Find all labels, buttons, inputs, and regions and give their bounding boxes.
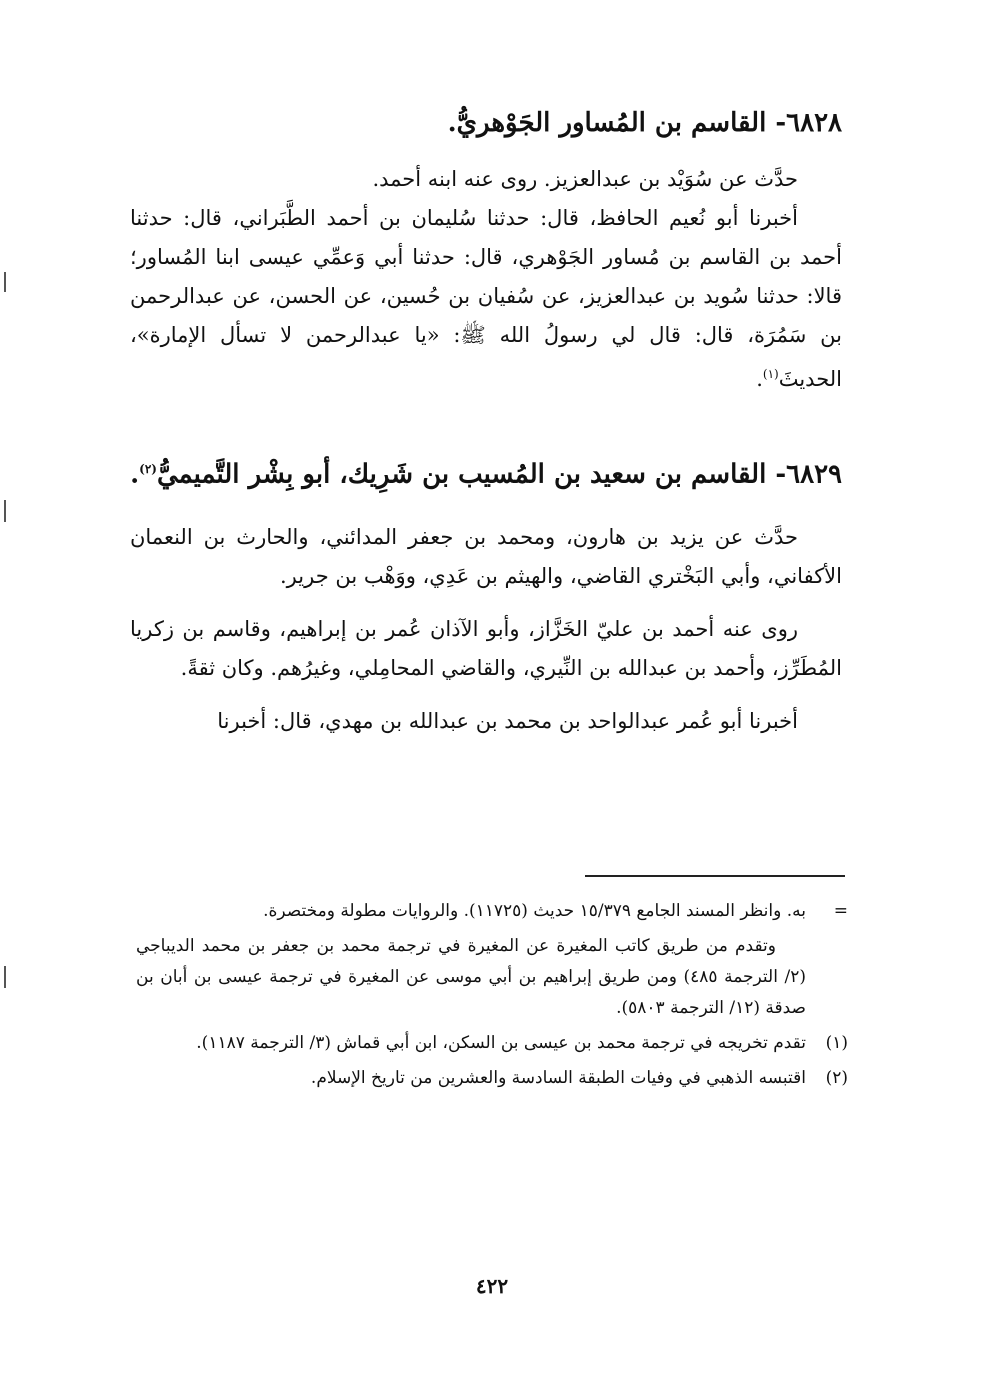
entry-6829-heading: [130, 446, 842, 498]
entry-6828-isnad-end: .: [756, 367, 763, 391]
scan-edge-mark: [4, 500, 6, 522]
entry-6829-heading-text: ٦٨٢٩- القاسم بن سعيد بن المُسيب بن شَرِيك، أبو بِشْر التَّميميُّ: [156, 459, 842, 490]
entry-6829: [130, 446, 842, 741]
entry-6828-isnad-text: أخبرنا أبو نُعيم الحافظ، قال: حدثنا سُليمان بن أحمد الطَّبَراني، قال: حدثنا أحمد بن القاسم بن مُساور الجَوْهري، قال: حدثنا أبي وَعمِّي عيسى ابنا المُساور؛ قالا: حدثنا سُويد بن عبدالعزيز، عن سُفيان بن حُسين، عن الحسن، عن عبدالرحمن بن سَمُرَة، قال: قال لي رسولُ الله ﷺ: «يا عبدالرحمن لا تسأل الإمارة»، الحديثَ: [130, 206, 842, 391]
entry-6828-isnad: [130, 199, 842, 399]
entry-6829-teachers: حدَّث عن يزيد بن هارون، ومحمد بن جعفر المدائني، والحارث بن النعمان الأكفاني، وأبي البَخْتري القاضي، والهيثم بن عَدِي، ووَهْب بن جرير.: [130, 524, 842, 588]
footnote-1-number: (١): [825, 1033, 848, 1053]
footnote-1-text: تقدم تخريجه في ترجمة محمد بن عيسى بن السكن، ابن أبي قماش (٣/ الترجمة ١١٨٧).: [196, 1033, 806, 1053]
scan-edge-mark: [4, 966, 6, 988]
entry-6828-intro: حدَّث عن سُوَيْد بن عبدالعزيز. روى عنه ابنه أحمد.: [372, 167, 798, 191]
footnote-continuation-text: به. وانظر المسند الجامع ١٥/٣٧٩ حديث (١١٧٢٥). والروايات مطولة ومختصرة.: [263, 901, 806, 921]
footnote-1: [136, 1028, 848, 1059]
footnote-continuation-2: [136, 931, 848, 1024]
page-number: ٤٢٢: [475, 1274, 509, 1298]
entry-6829-heading-end: .: [130, 459, 140, 490]
footnotes: [136, 896, 848, 1098]
footnote-continuation: [136, 896, 848, 927]
footnote-continuation-text-2: وتقدم من طريق كاتب المغيرة عن المغيرة في ترجمة محمد بن جعفر بن محمد الديباجي (٢/ الترجمة ٤٨٥) ومن طريق إبراهيم بن أبي موسى عن المغيرة في ترجمة عيسى بن أبان بن صدقة (١٢/ الترجمة ٥٨٠٣).: [136, 936, 806, 1018]
footnote-ref-2: (٢): [139, 462, 157, 476]
footnote-2-number: (٢): [825, 1068, 848, 1088]
footnote-continuation-marker: =: [833, 901, 848, 921]
scan-edge-mark: [4, 272, 6, 292]
entry-6829-students: روى عنه أحمد بن عليّ الخَزَّاز، وأبو الآذان عُمر بن إبراهيم، وقاسم بن زكريا المُطَرِّز، وأحمد بن عبدالله بن النِّيري، والقاضي المحامِلي، وغيرُهم. وكان ثقةً.: [130, 616, 842, 680]
footnote-ref-1: (١): [762, 367, 779, 381]
entry-6828: [130, 100, 842, 399]
entry-6828-heading: ٦٨٢٨- القاسم بن المُساور الجَوْهريُّ.: [447, 108, 842, 138]
footnote-2: [136, 1063, 848, 1094]
entry-6829-isnad: أخبرنا أبو عُمر عبدالواحد بن محمد بن عبدالله بن مهدي، قال: أخبرنا: [217, 708, 798, 733]
footnote-2-text: اقتبسه الذهبي في وفيات الطبقة السادسة والعشرين من تاريخ الإسلام.: [310, 1068, 806, 1088]
footnote-divider: [585, 875, 845, 877]
